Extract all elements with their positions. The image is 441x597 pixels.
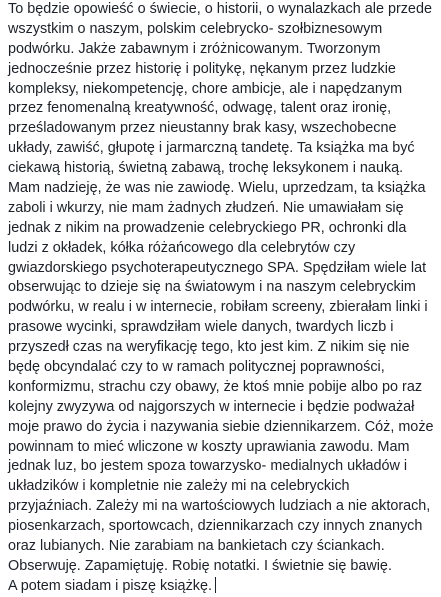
post-text-line: prześladowanym przez nieustanny brak kasy, wszechobecne: [8, 120, 397, 137]
post-text-line: Obserwuję. Zapamiętuję. Robię notatki. I świetnie się bawię.: [8, 557, 392, 574]
post-text-line: konformizmu, strachu czy obawy, że ktoś mnie pobije albo po raz: [8, 378, 423, 395]
post-text-line: piosenkarzach, sportowcach, dziennikarzach czy innych znanych: [8, 518, 423, 535]
post-text-line: To będzie opowieść o świecie, o historii, o wynalazkach ale przede: [8, 1, 432, 17]
post-text-line: układzików i kompletnie nie zależy mi na celebryckich: [8, 478, 350, 495]
post-text-line: obserwując to dzieje się na światowym i na naszym celebryckim: [8, 279, 416, 296]
post-text-line: kompleksy, niekompetencję, chore ambicje, ale i napędzanym: [8, 80, 403, 97]
post-text-line: przyszedł czas na weryfikację tego, kto jest kim. Z nikim się nie: [8, 339, 410, 356]
post-text-line: ciekawą historią, świetną zabawą, trochę leksykonem i nauką.: [8, 160, 404, 177]
post-text-last-line-content: A potem siadam i piszę książkę.: [8, 577, 212, 594]
post-text-line: zaboli i wkurzy, nie mam żadnych złudzeń. Nie umawiałam się: [8, 199, 404, 216]
post-text-line: kolejny zwyzywa od najgorszych w internecie i będzie podważał: [8, 398, 415, 415]
post-text-line: jednak z nikim na prowadzenie celebryckiego PR, ochronki dla: [8, 219, 407, 236]
post-text-line: podwórku, w realu i w internecie, robiłam screeny, zbierałam linki i: [8, 299, 428, 316]
text-cursor: [215, 577, 216, 593]
post-text-line: będę obcyndalać czy to w ramach politycznej poprawności,: [8, 359, 385, 376]
post-text-line: gwiazdorskiego psychoterapeutycznego SPA. Spędziłam wiele lat: [8, 259, 427, 276]
post-text-body[interactable]: [8, 0, 437, 597]
post-text-line: wszystkim o naszym, polskim celebrycko- szołbiznesowym: [8, 20, 383, 37]
post-text-line: ludzi z okładek, kółka różańcowego dla celebrytów czy: [8, 239, 356, 256]
post-text-line: prasowe wycinki, sprawdziłam wiele danych, twardych liczb i: [8, 319, 394, 336]
post-text-line: Mam nadzieję, że was nie zawiodę. Wielu, uprzedzam, ta książka: [8, 180, 426, 197]
post-text-line: jednocześnie przez historię i politykę, nękanym przez ludzkie: [8, 60, 396, 77]
post-text-line: powinnam to mieć wliczone w koszty uprawiania zawodu. Mam: [8, 438, 410, 455]
post-text-line: moje prawo do życia i nazywania siebie dziennikarzem. Cóż, może: [8, 418, 434, 435]
post-text-line: oraz lubianych. Nie zarabiam na bankietach czy ściankach.: [8, 538, 385, 555]
post-text-line: przez fenomenalną kreatywność, odwagę, talent oraz ironię,: [8, 100, 392, 117]
post-text-line: przyjaźniach. Zależy mi na wartościowych ludziach a nie aktorach,: [8, 498, 431, 515]
post-text-line: podwórku. Jakże zabawnym i zróżnicowanym. Tworzonym: [8, 40, 381, 57]
post-text-last-line: [8, 577, 437, 597]
post-text-line: układy, zawiść, głupotę i jarmarczną tandetę. Ta książka ma być: [8, 140, 415, 157]
post-text-line: jednak luz, bo jestem spoza towarzysko- medialnych układów i: [8, 458, 408, 475]
